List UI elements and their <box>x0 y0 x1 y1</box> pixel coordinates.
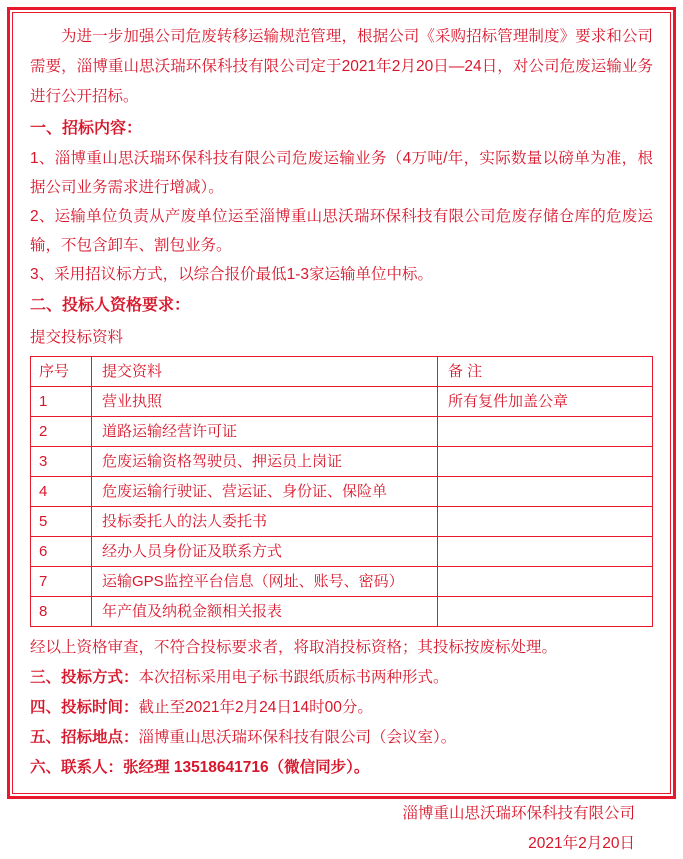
cell-doc: 危废运输行驶证、营运证、身份证、保险单 <box>92 477 438 507</box>
cell-doc: 营业执照 <box>92 387 438 417</box>
section-6-text: 张经理 13518641716（微信同步）。 <box>123 759 370 776</box>
section-2-subtitle: 提交投标资料 <box>30 329 124 346</box>
document-content <box>20 22 663 859</box>
table-row <box>31 507 653 537</box>
signature-company: 淄博重山思沃瑞环保科技有限公司 <box>402 805 635 822</box>
table-header-note: 备 注 <box>438 357 653 387</box>
signature-date: 2021年2月20日 <box>528 835 635 852</box>
section-6-label: 六、联系人： <box>30 759 124 776</box>
cell-no: 3 <box>31 447 92 477</box>
cell-note <box>438 477 653 507</box>
cell-doc: 道路运输经营许可证 <box>92 417 438 447</box>
table-row <box>31 597 653 627</box>
cell-doc: 年产值及纳税金额相关报表 <box>92 597 438 627</box>
section-3-text: 本次招标采用电子标书跟纸质标书两种形式。 <box>138 669 449 686</box>
cell-doc: 危废运输资格驾驶员、押运员上岗证 <box>92 447 438 477</box>
cell-note: 所有复件加盖公章 <box>438 387 653 417</box>
section-5-text: 淄博重山思沃瑞环保科技有限公司（会议室）。 <box>138 729 457 746</box>
section-5-label: 五、招标地点： <box>30 729 139 746</box>
cell-no: 4 <box>31 477 92 507</box>
cell-no: 8 <box>31 597 92 627</box>
cell-note <box>438 447 653 477</box>
table-row <box>31 537 653 567</box>
section-3-line <box>30 663 653 693</box>
section-1-title: 一、招标内容： <box>30 120 143 137</box>
cell-doc: 经办人员身份证及联系方式 <box>92 537 438 567</box>
cell-no: 5 <box>31 507 92 537</box>
cell-doc: 运输GPS监控平台信息（网址、账号、密码） <box>92 567 438 597</box>
cell-note <box>438 567 653 597</box>
section-4-text: 截止至2021年2月24日14时00分。 <box>138 699 373 716</box>
section-5-line <box>30 723 653 753</box>
cell-note <box>438 597 653 627</box>
section-6-line <box>30 753 653 783</box>
section-3-label: 三、投标方式： <box>30 669 139 686</box>
required-documents-table <box>30 356 653 627</box>
table-row <box>31 567 653 597</box>
table-header-no: 序号 <box>31 357 92 387</box>
signature-block <box>30 799 653 859</box>
table-row <box>31 447 653 477</box>
section-2-title: 二、投标人资格要求： <box>30 297 191 314</box>
section-4-label: 四、投标时间： <box>30 699 139 716</box>
cell-note <box>438 417 653 447</box>
table-row <box>31 387 653 417</box>
section-1-item-1: 1、淄博重山思沃瑞环保科技有限公司危废运输业务（4万吨/年，实际数量以磅单为准，根据公司业务需求进行增减）。 <box>30 150 653 196</box>
cell-no: 2 <box>31 417 92 447</box>
cell-no: 7 <box>31 567 92 597</box>
table-row <box>31 477 653 507</box>
section-1-item-2: 2、运输单位负责从产废单位运至淄博重山思沃瑞环保科技有限公司危废存储仓库的危废运输，不包含卸车、割包业务。 <box>30 208 653 254</box>
table-header-row <box>31 357 653 387</box>
cell-note <box>438 507 653 537</box>
section-4-line <box>30 693 653 723</box>
table-header-doc: 提交资料 <box>92 357 438 387</box>
cell-no: 6 <box>31 537 92 567</box>
section-1-item-3: 3、采用招议标方式，以综合报价最低1-3家运输单位中标。 <box>30 266 434 283</box>
intro-paragraph: 为进一步加强公司危废转移运输规范管理，根据公司《采购招标管理制度》要求和公司需要，淄博重山思沃瑞环保科技有限公司定于2021年2月20日—24日，对公司危废运输业务进行公开招标。 <box>30 28 653 105</box>
cell-doc: 投标委托人的法人委托书 <box>92 507 438 537</box>
table-row <box>31 417 653 447</box>
qualification-note: 经以上资格审查，不符合投标要求者，将取消投标资格；其投标按废标处理。 <box>30 639 558 656</box>
cell-no: 1 <box>31 387 92 417</box>
cell-note <box>438 537 653 567</box>
